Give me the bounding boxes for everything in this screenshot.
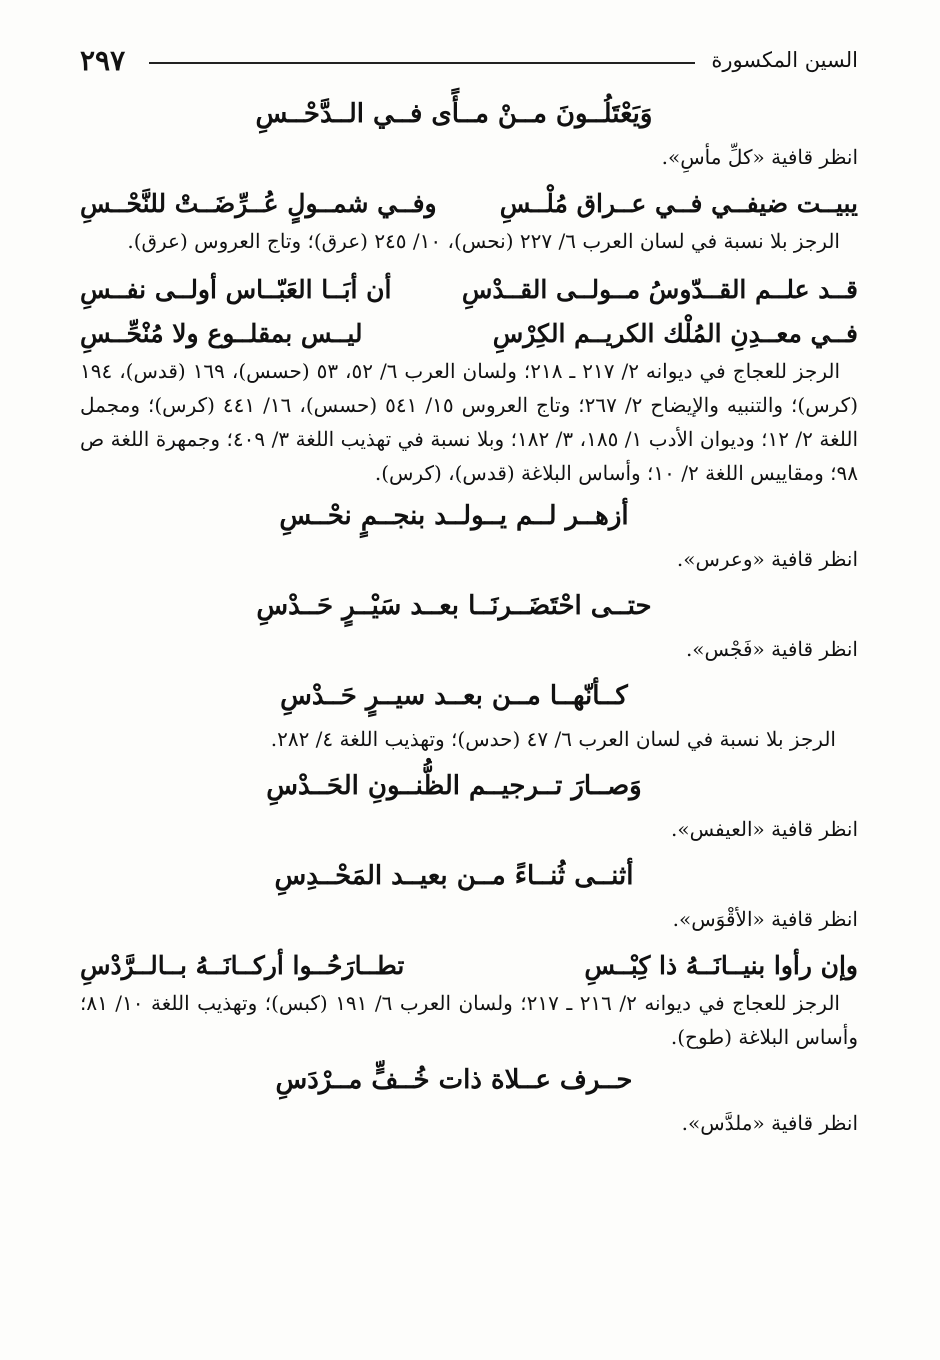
verse-3-line-2 — [80, 314, 858, 354]
page-number: ٢٩٧ — [80, 43, 126, 77]
note-6: الرجز بلا نسبة في لسان العرب ٦/ ٤٧ (حدس)؛ وتهذيب اللغة ٤/ ٢٨٢. — [270, 727, 836, 751]
verse-9-hemistich-1: وإن رأوا بنيــانَــهُ ذا كِبْــسِ — [584, 951, 858, 980]
verse-4: أزهــر لــم يــولــد بنجــمٍ نحْــسِ — [279, 501, 629, 531]
note-8: انظر قافية «الأقْوَس». — [672, 907, 858, 931]
header-rule — [149, 62, 695, 64]
note-4: انظر قافية «وعرس». — [676, 547, 858, 571]
verse-2 — [80, 184, 858, 224]
note-9: الرجز للعجاج في ديوانه ٢/ ٢١٦ ـ ٢١٧؛ ولسان العرب ٦/ ١٩١ (كبس)؛ وتهذيب اللغة ١٠/ ٨١؛ وأساس البلاغة (طوح). — [80, 991, 858, 1049]
verse-3-line-2-hemistich-1: فــي معــدِنِ المُلْك الكريــم الكِرْسِ — [492, 319, 858, 348]
verse-2-hemistich-1: يبيــت ضيفــي فــي عــراق مُلْــسِ — [499, 189, 858, 218]
verse-1: وَيَعْتَلُــونَ مــنْ مــأًى فــي الــدَّحْــسِ — [255, 99, 653, 129]
page-header — [80, 40, 858, 80]
verse-3-line-1 — [80, 270, 858, 310]
note-3: الرجز للعجاج في ديوانه ٢/ ٢١٧ ـ ٢١٨؛ ولسان العرب ٦/ ٥٢، ٥٣ (حسس)، ١٦٩ (قدس)، ١٩٤ (كرس)؛ والتنبيه والإيضاح ٢/ ٢٦٧؛ وتاج العروس ١٥/ ٥٤١ (حسس)، ١٦/ ٤٤١ (كرس)؛ ومجمل اللغة ٢/ ١٢؛ وديوان الأدب ١/ ١٨٥، ٣/ ١٨٢؛ وبلا نسبة في تهذيب اللغة ٣/ ٤٠٩؛ وجمهرة اللغة ص ٩٨؛ ومقاييس اللغة ٢/ ١٠؛ وأساس البلاغة (قدس)، (كرس). — [80, 359, 859, 485]
note-2: الرجز بلا نسبة في لسان العرب ٦/ ٢٢٧ (نحس)، ١٠/ ٢٤٥ (عرق)؛ وتاج العروس (عرق). — [127, 229, 840, 253]
verse-6: كــأنّهــا مــن بعــد سيــرٍ حَــدْسِ — [280, 681, 628, 711]
note-1: انظر قافية «كلِّ مأسِ». — [661, 145, 858, 169]
verse-3-line-2-hemistich-2: ليــس بمقلــوع ولا مُنْحِّــسِ — [80, 319, 363, 348]
verse-8: أثنــى ثُنــاءً مــن بعيــد المَحْــدِسِ — [274, 861, 634, 891]
verse-7: وَصــارَ تــرجيــم الظُّنــونِ الحَــدْسِ — [266, 771, 642, 801]
note-10: انظر قافية «ملدَّس». — [681, 1111, 858, 1135]
note-7: انظر قافية «العيفس». — [670, 817, 858, 841]
verse-3-line-1-hemistich-1: قــد علــم القــدّوسُ مــولــى القــدْسِ — [461, 275, 858, 304]
verse-9 — [80, 946, 858, 986]
verse-3-line-1-hemistich-2: أن أبَــا العَبّــاس أولــى نفــسِ — [80, 275, 392, 304]
verse-2-hemistich-2: وفــي شمــولٍ عُــرِّضَــتْ للنَّحْــسِ — [80, 189, 437, 218]
running-title: السين المكسورة — [711, 48, 858, 72]
verse-9-hemistich-2: تطــارَحُــوا أركــانَــهُ بــالــرَّدْسِ — [80, 951, 405, 980]
note-5: انظر قافية «فَجْس». — [685, 637, 858, 661]
verse-5: حتــى احْتَضَــرنَــا بعــد سَيْــرٍ حَــدْسِ — [256, 591, 652, 621]
verse-10: حــرف عــلاة ذات خُــفٍّ مــرْدَسِ — [275, 1065, 633, 1095]
